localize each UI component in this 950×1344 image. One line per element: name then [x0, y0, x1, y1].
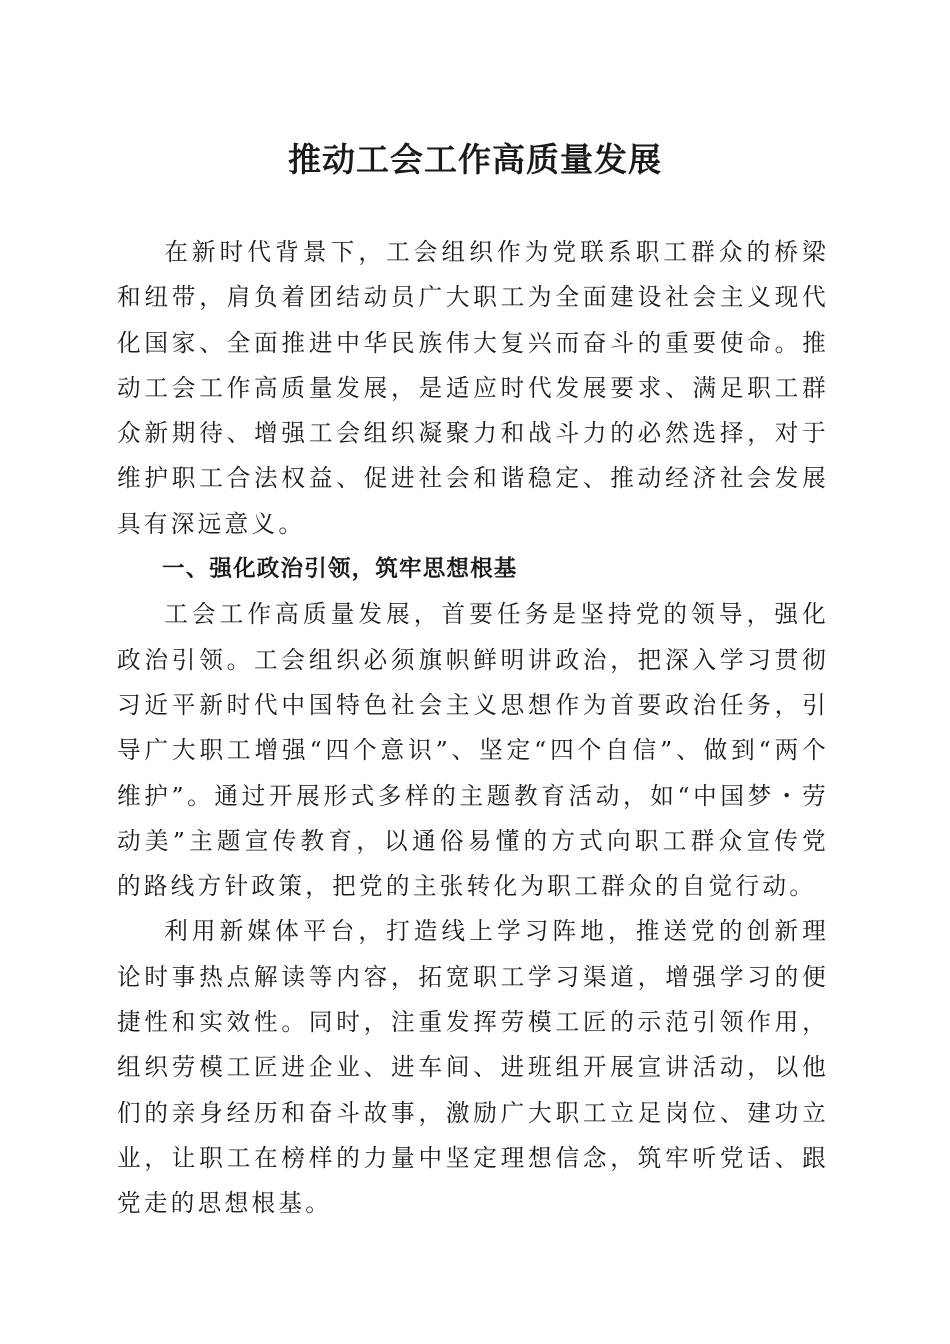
- intro-paragraph: 在新时代背景下，工会组织作为党联系职工群众的桥梁和纽带，肩负着团结动员广大职工为全面建设社会主义现代化国家、全面推进中华民族伟大复兴而奋斗的重要使命。推动工会工作高质量发展，是适应时代发展要求、满足职工群众新期待、增强工会组织凝聚力和战斗力的必然选择，对于维护职工合法权益、促进社会和谐稳定、推动经济社会发展具有深远意义。: [117, 238, 829, 538]
- section-heading: 一、强化政治引领，筑牢思想根基: [162, 556, 518, 583]
- document-title: 推动工会工作高质量发展: [288, 140, 662, 179]
- body-paragraph: 利用新媒体平台，打造线上学习阵地，推送党的创新理论时事热点解读等内容，拓宽职工学习渠道，增强学习的便捷性和实效性。同时，注重发挥劳模工匠的示范引领作用，组织劳模工匠进企业、进车间、进班组开展宣讲活动，以他们的亲身经历和奋斗故事，激励广大职工立足岗位、建功立业，让职工在榜样的力量中坚定理想信念，筑牢听党话、跟党走的思想根基。: [117, 917, 829, 1218]
- body-paragraph: 工会工作高质量发展，首要任务是坚持党的领导，强化政治引领。工会组织必须旗帜鲜明讲政治，把深入学习贯彻习近平新时代中国特色社会主义思想作为首要政治任务，引导广大职工增强“四个意识”、坚定“四个自信”、做到“两个维护”。通过开展形式多样的主题教育活动，如“中国梦・劳动美”主题宣传教育，以通俗易懂的方式向职工群众宣传党的路线方针政策，把党的主张转化为职工群众的自觉行动。: [117, 600, 829, 901]
- document-body: [117, 230, 829, 1227]
